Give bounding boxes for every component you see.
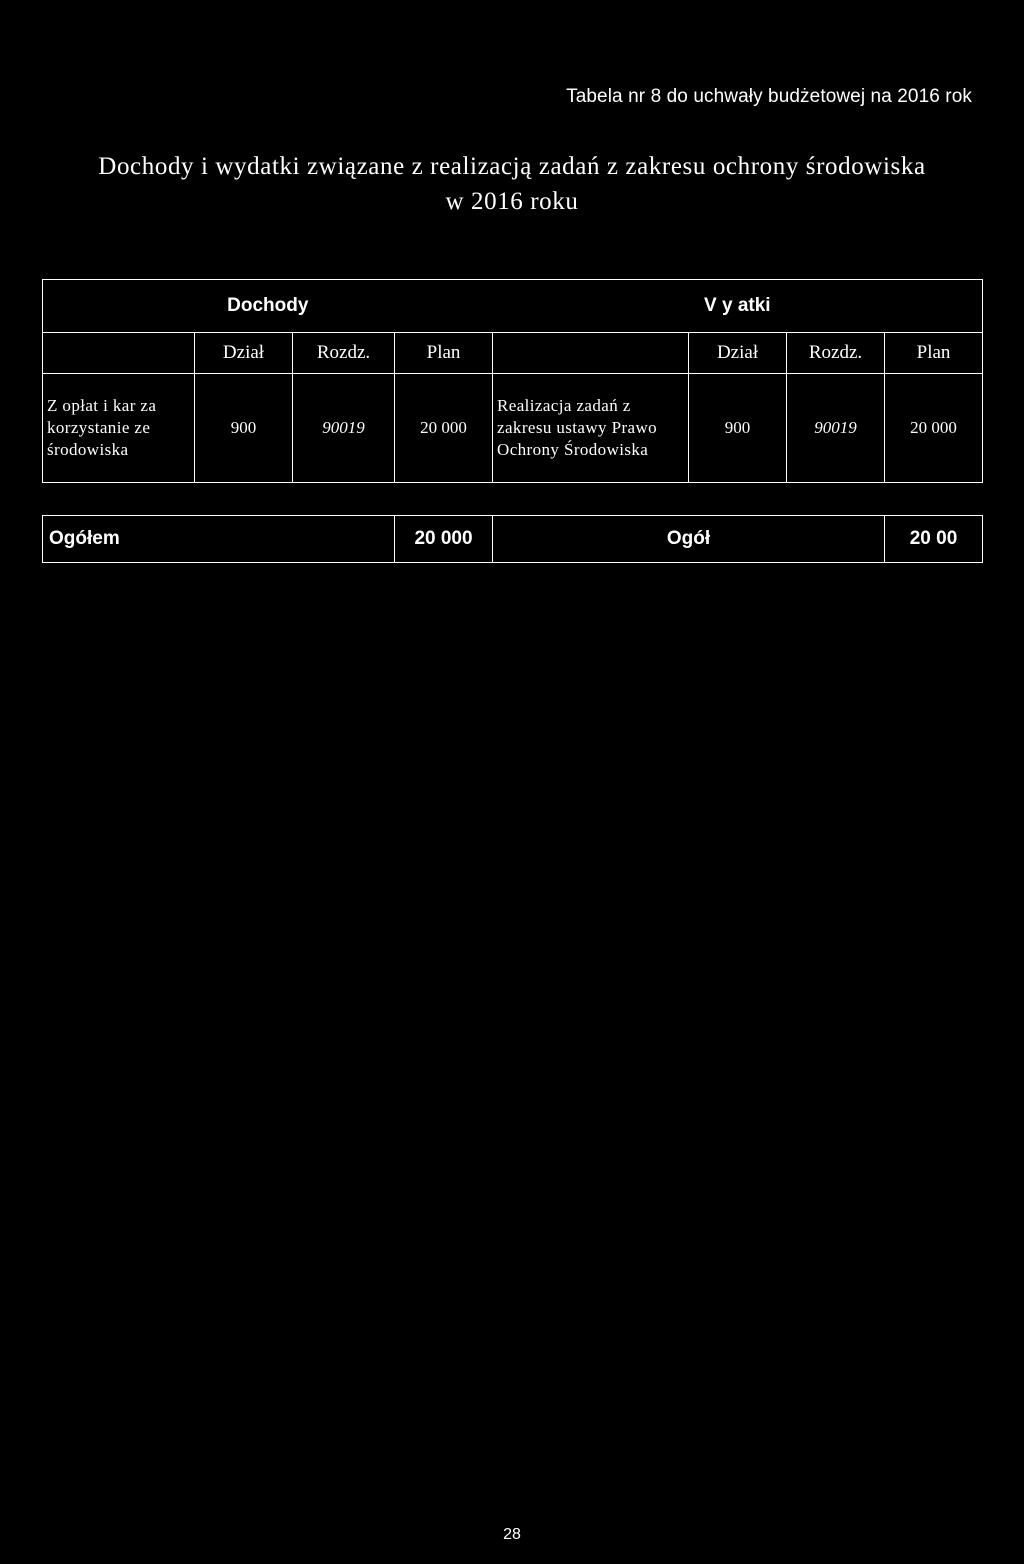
expense-dzial: 900 bbox=[689, 374, 787, 483]
document-title: Dochody i wydatki związane z realizacją zadań z zakresu ochrony środowiska bbox=[98, 153, 926, 180]
expense-group-header: V y atki bbox=[493, 280, 983, 333]
expense-plan-header: Plan bbox=[885, 333, 983, 374]
expense-rozdz-header: Rozdz. bbox=[787, 333, 885, 374]
income-group-header: Dochody bbox=[43, 280, 493, 333]
table-column-header-row bbox=[43, 333, 983, 374]
income-total-value: 20 000 bbox=[395, 516, 493, 563]
table-row bbox=[43, 374, 983, 483]
page-number: 28 bbox=[503, 1526, 521, 1543]
income-plan-header: Plan bbox=[395, 333, 493, 374]
totals-row bbox=[43, 516, 983, 563]
expense-dzial-header: Dział bbox=[689, 333, 787, 374]
expense-description-header bbox=[493, 333, 689, 374]
income-dzial: 900 bbox=[195, 374, 293, 483]
income-dzial-header: Dział bbox=[195, 333, 293, 374]
income-description: Z opłat i kar za korzystanie ze środowiska bbox=[43, 374, 195, 483]
expense-total-label: Ogół bbox=[493, 516, 885, 563]
expense-rozdz: 90019 bbox=[787, 374, 885, 483]
expense-plan: 20 000 bbox=[885, 374, 983, 483]
totals-table bbox=[42, 515, 983, 563]
document-header-note: Tabela nr 8 do uchwały budżetowej na 2016 rok bbox=[566, 86, 972, 107]
income-rozdz-header: Rozdz. bbox=[293, 333, 395, 374]
table-group-header-row bbox=[43, 280, 983, 333]
expense-description: Realizacja zadań z zakresu ustawy Prawo Ochrony Środowiska bbox=[493, 374, 689, 483]
income-plan: 20 000 bbox=[395, 374, 493, 483]
income-description-header bbox=[43, 333, 195, 374]
document-title-year: w 2016 roku bbox=[445, 188, 579, 215]
income-rozdz: 90019 bbox=[293, 374, 395, 483]
budget-table bbox=[42, 279, 983, 483]
expense-total-value: 20 00 bbox=[885, 516, 983, 563]
income-total-label: Ogółem bbox=[43, 516, 395, 563]
